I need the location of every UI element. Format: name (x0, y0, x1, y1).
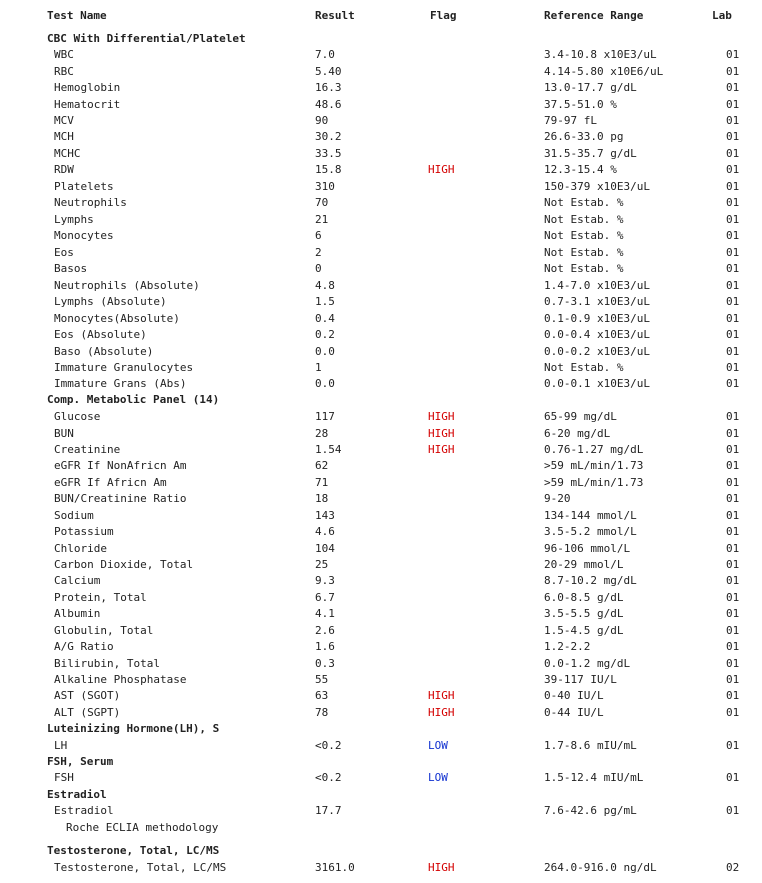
table-row (0, 246, 762, 260)
header-result: Result (315, 9, 355, 22)
lab-cell: 01 (726, 591, 740, 604)
table-row (0, 542, 762, 556)
table-row (0, 328, 762, 342)
reference-range-cell: 0.0-0.4 x10E3/uL (544, 328, 650, 341)
result-cell: 62 (315, 459, 329, 472)
table-row (0, 689, 762, 703)
reference-range-cell: 0.0-0.1 x10E3/uL (544, 377, 650, 390)
test-name-cell: RBC (54, 65, 74, 78)
reference-range-cell: >59 mL/min/1.73 (544, 476, 644, 489)
result-cell: 7.0 (315, 48, 335, 61)
flag-badge: HIGH (428, 689, 455, 702)
result-cell: 0.0 (315, 345, 335, 358)
result-cell: 78 (315, 706, 329, 719)
result-cell: 2.6 (315, 624, 335, 637)
table-row (0, 427, 762, 441)
reference-range-cell: Not Estab. % (544, 213, 624, 226)
lab-cell: 01 (726, 673, 740, 686)
lab-cell: 01 (726, 81, 740, 94)
flag-badge: HIGH (428, 861, 455, 874)
table-row (0, 48, 762, 62)
reference-range-cell: 3.5-5.5 g/dL (544, 607, 624, 620)
test-name-cell: Potassium (54, 525, 114, 538)
test-name-cell: Glucose (54, 410, 101, 423)
reference-range-cell: 0-40 IU/L (544, 689, 604, 702)
lab-cell: 01 (726, 328, 740, 341)
section-title: Luteinizing Hormone(LH), S (47, 722, 220, 735)
test-name-cell: Eos (Absolute) (54, 328, 147, 341)
result-cell: 0.3 (315, 657, 335, 670)
test-name-cell: Carbon Dioxide, Total (54, 558, 194, 571)
table-row (0, 345, 762, 359)
test-name-cell: Immature Granulocytes (54, 361, 194, 374)
reference-range-cell: 79-97 fL (544, 114, 597, 127)
reference-range-cell: 0.76-1.27 mg/dL (544, 443, 644, 456)
lab-cell: 01 (726, 771, 740, 784)
table-row (0, 295, 762, 309)
table-row (0, 771, 762, 785)
note-text: Roche ECLIA methodology (66, 821, 219, 834)
section-header (0, 393, 762, 407)
table-row (0, 673, 762, 687)
section-title: CBC With Differential/Platelet (47, 32, 246, 45)
test-name-cell: Sodium (54, 509, 94, 522)
table-row (0, 213, 762, 227)
table-row (0, 476, 762, 490)
table-row (0, 279, 762, 293)
result-cell: 1.5 (315, 295, 335, 308)
table-row (0, 98, 762, 112)
reference-range-cell: 39-117 IU/L (544, 673, 617, 686)
reference-range-cell: 1.4-7.0 x10E3/uL (544, 279, 650, 292)
lab-cell: 01 (726, 607, 740, 620)
result-cell: 90 (315, 114, 329, 127)
table-row (0, 574, 762, 588)
result-cell: 55 (315, 673, 329, 686)
test-name-cell: FSH (54, 771, 74, 784)
test-name-cell: MCH (54, 130, 74, 143)
flag-badge: LOW (428, 771, 448, 784)
header-reference-range: Reference Range (544, 9, 644, 22)
table-row (0, 229, 762, 243)
lab-cell: 01 (726, 739, 740, 752)
lab-cell: 01 (726, 657, 740, 670)
result-cell: 1 (315, 361, 322, 374)
table-row (0, 180, 762, 194)
reference-range-cell: 6.0-8.5 g/dL (544, 591, 624, 604)
result-cell: 3161.0 (315, 861, 355, 874)
section-header (0, 788, 762, 802)
lab-cell: 01 (726, 640, 740, 653)
lab-cell: 01 (726, 377, 740, 390)
test-name-cell: Albumin (54, 607, 101, 620)
result-cell: 5.40 (315, 65, 342, 78)
test-name-cell: Neutrophils (54, 196, 127, 209)
lab-cell: 01 (726, 180, 740, 193)
test-name-cell: Alkaline Phosphatase (54, 673, 187, 686)
section-header (0, 722, 762, 736)
lab-cell: 01 (726, 312, 740, 325)
flag-badge: LOW (428, 739, 448, 752)
lab-cell: 01 (726, 542, 740, 555)
lab-cell: 01 (726, 558, 740, 571)
table-row (0, 657, 762, 671)
lab-cell: 01 (726, 279, 740, 292)
result-cell: 28 (315, 427, 329, 440)
result-cell: 0 (315, 262, 322, 275)
test-name-cell: RDW (54, 163, 74, 176)
lab-cell: 01 (726, 163, 740, 176)
reference-range-cell: 0-44 IU/L (544, 706, 604, 719)
table-row (0, 607, 762, 621)
result-cell: <0.2 (315, 739, 342, 752)
flag-badge: HIGH (428, 706, 455, 719)
lab-cell: 01 (726, 262, 740, 275)
lab-cell: 01 (726, 147, 740, 160)
table-row (0, 377, 762, 391)
reference-range-cell: 37.5-51.0 % (544, 98, 617, 111)
lab-cell: 01 (726, 114, 740, 127)
result-cell: 25 (315, 558, 329, 571)
test-name-cell: Immature Grans (Abs) (54, 377, 187, 390)
result-cell: 1.54 (315, 443, 342, 456)
table-row (0, 509, 762, 523)
header-test-name: Test Name (47, 9, 107, 22)
test-name-cell: eGFR If NonAfricn Am (54, 459, 187, 472)
result-cell: 310 (315, 180, 335, 193)
table-row (0, 861, 762, 875)
table-row (0, 262, 762, 276)
result-cell: 6.7 (315, 591, 335, 604)
test-name-cell: BUN (54, 427, 74, 440)
lab-cell: 01 (726, 213, 740, 226)
table-row (0, 739, 762, 753)
lab-cell: 01 (726, 492, 740, 505)
result-cell: 0.2 (315, 328, 335, 341)
reference-range-cell: 8.7-10.2 mg/dL (544, 574, 637, 587)
table-row (0, 525, 762, 539)
test-name-cell: Lymphs (Absolute) (54, 295, 167, 308)
table-row (0, 706, 762, 720)
lab-cell: 01 (726, 689, 740, 702)
reference-range-cell: >59 mL/min/1.73 (544, 459, 644, 472)
lab-cell: 01 (726, 246, 740, 259)
test-name-cell: Platelets (54, 180, 114, 193)
lab-cell: 01 (726, 443, 740, 456)
reference-range-cell: 1.5-12.4 mIU/mL (544, 771, 644, 784)
table-row (0, 410, 762, 424)
reference-range-cell: 134-144 mmol/L (544, 509, 637, 522)
reference-range-cell: 150-379 x10E3/uL (544, 180, 650, 193)
test-name-cell: BUN/Creatinine Ratio (54, 492, 187, 505)
table-row (0, 163, 762, 177)
reference-range-cell: 3.4-10.8 x10E3/uL (544, 48, 657, 61)
header-lab: Lab (712, 9, 732, 22)
section-header (0, 755, 762, 769)
reference-range-cell: 1.7-8.6 mIU/mL (544, 739, 637, 752)
reference-range-cell: 1.2-2.2 (544, 640, 591, 653)
test-name-cell: Basos (54, 262, 88, 275)
section-title: Testosterone, Total, LC/MS (47, 844, 220, 857)
result-cell: 4.6 (315, 525, 335, 538)
reference-range-cell: Not Estab. % (544, 262, 624, 275)
section-header (0, 844, 762, 858)
reference-range-cell: Not Estab. % (544, 246, 624, 259)
lab-cell: 01 (726, 130, 740, 143)
lab-cell: 01 (726, 476, 740, 489)
method-note (0, 821, 762, 835)
lab-cell: 02 (726, 861, 740, 874)
table-row (0, 459, 762, 473)
table-row (0, 558, 762, 572)
test-name-cell: LH (54, 739, 68, 752)
result-cell: 17.7 (315, 804, 342, 817)
test-name-cell: AST (SGOT) (54, 689, 121, 702)
test-name-cell: ALT (SGPT) (54, 706, 121, 719)
test-name-cell: Baso (Absolute) (54, 345, 154, 358)
result-cell: 63 (315, 689, 329, 702)
reference-range-cell: 13.0-17.7 g/dL (544, 81, 637, 94)
table-row (0, 147, 762, 161)
result-cell: 30.2 (315, 130, 342, 143)
result-cell: 117 (315, 410, 335, 423)
result-cell: 4.1 (315, 607, 335, 620)
lab-cell: 01 (726, 624, 740, 637)
table-header (0, 9, 762, 23)
result-cell: 71 (315, 476, 329, 489)
result-cell: 1.6 (315, 640, 335, 653)
section-title: Comp. Metabolic Panel (14) (47, 393, 220, 406)
lab-cell: 01 (726, 804, 740, 817)
test-name-cell: Hematocrit (54, 98, 121, 111)
result-cell: <0.2 (315, 771, 342, 784)
table-row (0, 130, 762, 144)
result-cell: 6 (315, 229, 322, 242)
lab-cell: 01 (726, 410, 740, 423)
result-cell: 0.4 (315, 312, 335, 325)
reference-range-cell: Not Estab. % (544, 361, 624, 374)
lab-cell: 01 (726, 98, 740, 111)
table-row (0, 81, 762, 95)
reference-range-cell: 7.6-42.6 pg/mL (544, 804, 637, 817)
table-row (0, 624, 762, 638)
reference-range-cell: 9-20 (544, 492, 571, 505)
reference-range-cell: 264.0-916.0 ng/dL (544, 861, 657, 874)
reference-range-cell: 26.6-33.0 pg (544, 130, 624, 143)
lab-cell: 01 (726, 574, 740, 587)
result-cell: 15.8 (315, 163, 342, 176)
flag-badge: HIGH (428, 163, 455, 176)
table-row (0, 65, 762, 79)
result-cell: 4.8 (315, 279, 335, 292)
result-cell: 48.6 (315, 98, 342, 111)
lab-cell: 01 (726, 361, 740, 374)
reference-range-cell: 0.1-0.9 x10E3/uL (544, 312, 650, 325)
test-name-cell: Chloride (54, 542, 107, 555)
test-name-cell: MCHC (54, 147, 81, 160)
test-name-cell: Eos (54, 246, 74, 259)
test-name-cell: Protein, Total (54, 591, 147, 604)
section-header (0, 32, 762, 46)
lab-cell: 01 (726, 229, 740, 242)
result-cell: 0.0 (315, 377, 335, 390)
result-cell: 104 (315, 542, 335, 555)
test-name-cell: Creatinine (54, 443, 121, 456)
result-cell: 16.3 (315, 81, 342, 94)
lab-cell: 01 (726, 427, 740, 440)
lab-cell: 01 (726, 196, 740, 209)
test-name-cell: Monocytes (54, 229, 114, 242)
reference-range-cell: 1.5-4.5 g/dL (544, 624, 624, 637)
table-row (0, 640, 762, 654)
table-row (0, 591, 762, 605)
result-cell: 33.5 (315, 147, 342, 160)
flag-badge: HIGH (428, 427, 455, 440)
flag-badge: HIGH (428, 410, 455, 423)
lab-cell: 01 (726, 525, 740, 538)
reference-range-cell: 4.14-5.80 x10E6/uL (544, 65, 664, 78)
table-row (0, 196, 762, 210)
reference-range-cell: 65-99 mg/dL (544, 410, 617, 423)
reference-range-cell: 12.3-15.4 % (544, 163, 617, 176)
reference-range-cell: Not Estab. % (544, 229, 624, 242)
reference-range-cell: 0.0-1.2 mg/dL (544, 657, 631, 670)
test-name-cell: Neutrophils (Absolute) (54, 279, 200, 292)
lab-cell: 01 (726, 65, 740, 78)
reference-range-cell: 3.5-5.2 mmol/L (544, 525, 637, 538)
result-cell: 143 (315, 509, 335, 522)
table-row (0, 443, 762, 457)
test-name-cell: Globulin, Total (54, 624, 154, 637)
flag-badge: HIGH (428, 443, 455, 456)
table-row (0, 114, 762, 128)
table-row (0, 804, 762, 818)
section-title: FSH, Serum (47, 755, 114, 768)
reference-range-cell: 20-29 mmol/L (544, 558, 624, 571)
result-cell: 2 (315, 246, 322, 259)
test-name-cell: Calcium (54, 574, 101, 587)
reference-range-cell: 0.7-3.1 x10E3/uL (544, 295, 650, 308)
reference-range-cell: 0.0-0.2 x10E3/uL (544, 345, 650, 358)
result-cell: 21 (315, 213, 329, 226)
lab-cell: 01 (726, 706, 740, 719)
section-title: Estradiol (47, 788, 107, 801)
reference-range-cell: 96-106 mmol/L (544, 542, 631, 555)
lab-cell: 01 (726, 459, 740, 472)
test-name-cell: A/G Ratio (54, 640, 114, 653)
test-name-cell: Estradiol (54, 804, 114, 817)
reference-range-cell: 31.5-35.7 g/dL (544, 147, 637, 160)
lab-cell: 01 (726, 345, 740, 358)
table-row (0, 492, 762, 506)
lab-cell: 01 (726, 295, 740, 308)
test-name-cell: Lymphs (54, 213, 94, 226)
table-row (0, 312, 762, 326)
result-cell: 18 (315, 492, 329, 505)
test-name-cell: eGFR If Africn Am (54, 476, 167, 489)
result-cell: 9.3 (315, 574, 335, 587)
test-name-cell: Testosterone, Total, LC/MS (54, 861, 227, 874)
test-name-cell: Bilirubin, Total (54, 657, 160, 670)
test-name-cell: WBC (54, 48, 74, 61)
lab-cell: 01 (726, 48, 740, 61)
header-flag: Flag (430, 9, 457, 22)
test-name-cell: Monocytes(Absolute) (54, 312, 180, 325)
test-name-cell: MCV (54, 114, 74, 127)
reference-range-cell: 6-20 mg/dL (544, 427, 611, 440)
reference-range-cell: Not Estab. % (544, 196, 624, 209)
table-row (0, 361, 762, 375)
lab-cell: 01 (726, 509, 740, 522)
result-cell: 70 (315, 196, 329, 209)
test-name-cell: Hemoglobin (54, 81, 121, 94)
